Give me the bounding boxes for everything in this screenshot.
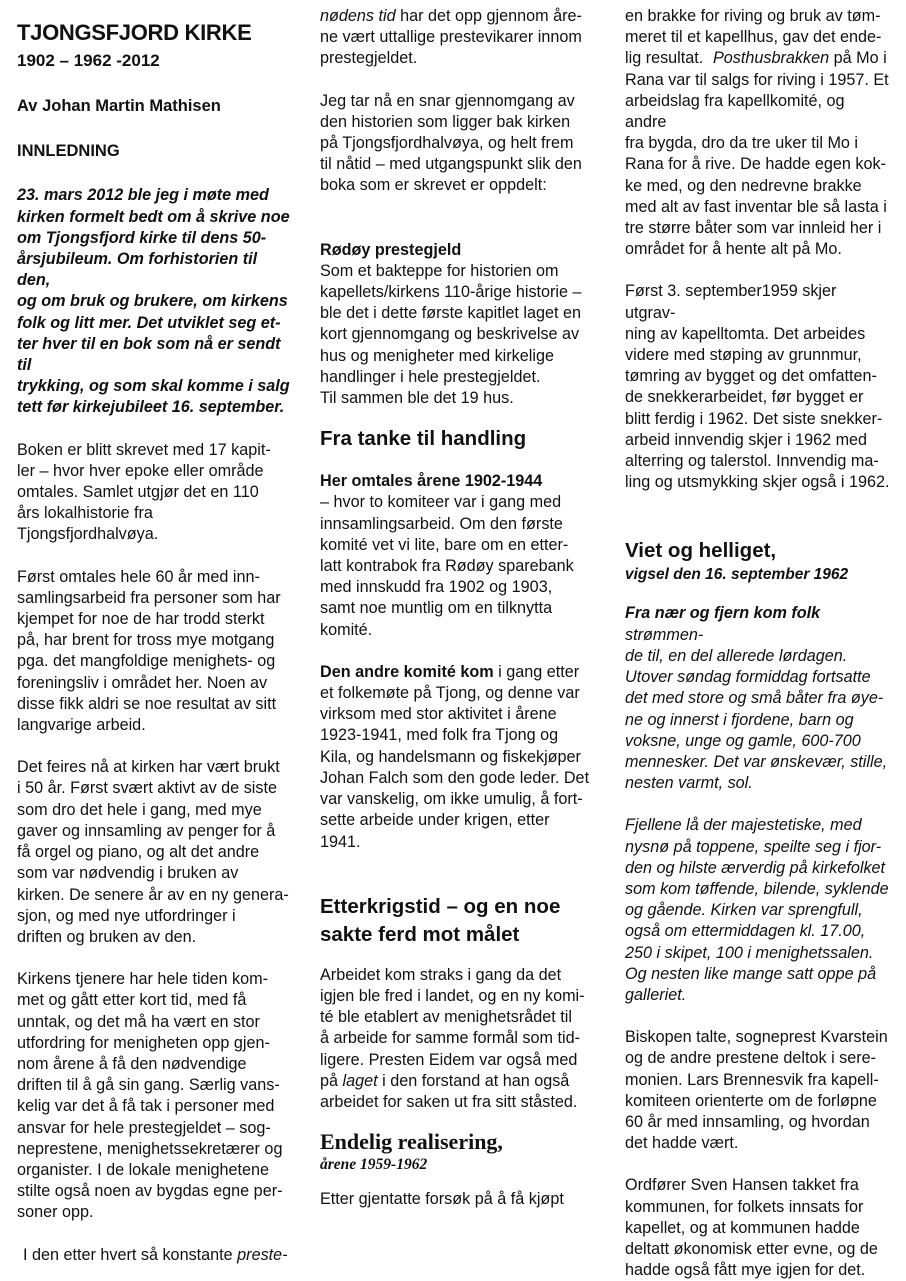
- text-line: folk og litt mer. Det utviklet seg et-: [17, 313, 281, 332]
- text-line: på, har brent for tross mye motgang: [17, 631, 275, 650]
- text-line: fra bygda, dro da tre uker til Mo i: [625, 134, 859, 153]
- text-line: på Tjongsfjordhalvøya, og helt frem: [320, 134, 574, 153]
- fra-naer-line: [625, 603, 890, 645]
- text-line: Jeg tar nå en snar gjennomgang av: [320, 91, 575, 110]
- text-line: mennesker. Det var ønskevær, stille,: [625, 752, 888, 771]
- paragraph-overview: [320, 91, 600, 197]
- text-line: sjon, og med nye utfordringer i: [17, 906, 236, 925]
- text-run-italic: laget: [342, 1071, 378, 1090]
- text-line: hadde også fått mye igjen for det.: [625, 1261, 866, 1280]
- text-line: Arbeidet kom straks i gang da det: [320, 965, 562, 984]
- text-line: Og nesten like mange satt oppe på: [625, 964, 877, 983]
- text-line: lig resultat.: [625, 49, 704, 68]
- text-line: sette arbeide under krigen, etter: [320, 811, 550, 830]
- text-line: Rana var til salgs for riving i 1957. Et: [625, 70, 889, 89]
- text-line: i 50 år. Først svært aktivt av de siste: [17, 779, 277, 798]
- paragraph-rodoy: [320, 261, 600, 409]
- text-line: om Tjongsfjord kirke til dens 50-: [17, 228, 267, 247]
- text-line: 1923-1941, med folk fra Tjong og: [320, 726, 559, 745]
- text-line: kirken. De senere år av en ny genera-: [17, 885, 289, 904]
- text-line: ning av kapelltomta. Det arbeides: [625, 324, 866, 343]
- text-line: ble det i dette første kapitlet laget en: [320, 304, 581, 323]
- section-heading-viet: Viet og helliget,: [625, 539, 777, 563]
- endelig-line: Etter gjentatte forsøk på å få kjøpt: [320, 1190, 564, 1209]
- text-line: foreningsliv i området her. Noen av: [17, 673, 268, 692]
- author-line: Av Johan Martin Mathisen: [17, 97, 221, 115]
- text-line: nesten varmt, sol.: [625, 774, 753, 793]
- text-line: Fjellene lå der majestetiske, med: [625, 816, 862, 835]
- text-line: det med store og små båter fra øye-: [625, 689, 884, 708]
- text-line: det hadde vært.: [625, 1134, 739, 1153]
- text-line: Utover søndag formiddag fortsatte: [625, 668, 871, 687]
- text-line: ligere. Presten Eidem var også med: [320, 1050, 578, 1069]
- paragraph-chapters: [17, 440, 292, 546]
- text-line: komiteen orienterte om de forløpne: [625, 1091, 877, 1110]
- text-line: kapellets/kirkens 110-årige historie –: [320, 283, 582, 302]
- text-line: Boken er blitt skrevet med 17 kapit-: [17, 440, 271, 459]
- text-line: 23. mars 2012 ble jeg i møte med: [17, 186, 269, 205]
- text-run-italic: preste-: [237, 1245, 288, 1264]
- text-line: ling og utsmykking skjer også i 1962.: [625, 473, 890, 492]
- paragraph-etterkrig: [320, 965, 600, 1071]
- text-line: Biskopen talte, sogneprest Kvarstein: [625, 1028, 888, 1047]
- text-line: pga. det mangfoldige menighets- og: [17, 652, 276, 671]
- text-run-bold-italic: Fra nær og fjern kom folk: [625, 604, 821, 623]
- text-line: Rana for å rive. De hadde egen kok-: [625, 155, 886, 174]
- text-line: Først omtales hele 60 år med inn-: [17, 567, 260, 586]
- text-line: meret til et kapellhus, gav det ende-: [625, 28, 882, 47]
- column-3: [625, 6, 890, 1281]
- text-run: har det opp gjennom åre-: [395, 7, 582, 25]
- text-line: og om bruk og brukere, om kirkens: [17, 292, 288, 311]
- text-line: videre med støping av grunnmur,: [625, 346, 862, 365]
- paragraph-andre-komite: [320, 683, 600, 853]
- text-line: års lokalhistorie fra: [17, 504, 153, 523]
- text-line: virksom med stor aktivitet i årene: [320, 705, 557, 724]
- section-heading-endelig: Endelig realisering,: [320, 1129, 503, 1155]
- text-line: nom årene å få den nødvendige: [17, 1054, 247, 1073]
- text-run: i gang etter: [493, 662, 580, 681]
- text-line: monien. Lars Brennesvik fra kapell-: [625, 1070, 879, 1089]
- paragraph-committees: [320, 492, 600, 640]
- text-line: nysnø på toppene, speilte seg i fjor-: [625, 837, 882, 856]
- paragraph-folk: [625, 646, 890, 794]
- andre-komite-line: [320, 662, 600, 683]
- document-title: TJONGSFJORD KIRKE: [17, 20, 252, 45]
- text-line: med innskudd fra 1902 og 1903,: [320, 578, 553, 597]
- text-line: disse fikk aldri se noe resultat av sitt: [17, 694, 277, 713]
- section-heading-tanke: Fra tanke til handling: [320, 427, 527, 451]
- text-line: og de andre prestene deltok i sere-: [625, 1049, 877, 1068]
- text-line: 1941.: [320, 832, 361, 851]
- text-line: langvarige arbeid.: [17, 716, 146, 735]
- text-line: kirken formelt bedt om å skrive noe: [17, 207, 290, 226]
- text-line: var vanskelig, om ikke umulig, å fort-: [320, 790, 583, 809]
- text-line: driften og bruken av den.: [17, 927, 197, 946]
- text-line: Tjongsfjordhalvøya.: [17, 525, 159, 544]
- text-line: neprestene, menighetssekretærer og: [17, 1139, 283, 1158]
- text-line: té ble etablert av menighetsrådet til: [320, 1008, 572, 1027]
- text-line: kort gjennomgang og beskrivelse av: [320, 325, 580, 344]
- text-line: tre større båter som var innleid her i: [625, 219, 882, 238]
- text-line: innsamlingsarbeid. Om den første: [320, 514, 563, 533]
- text-line: blitt ferdig i 1962. Det siste snekker-: [625, 409, 883, 428]
- text-line: Ordfører Sven Hansen takket fra: [625, 1176, 859, 1195]
- document-years: 1902 – 1962 -2012: [17, 51, 160, 70]
- heading-her-omtales: Her omtales årene 1902-1944: [320, 472, 543, 491]
- intro-heading: INNLEDNING: [17, 142, 120, 161]
- text-line: som dro det hele i gang, med mye: [17, 800, 262, 819]
- text-line: den og hilste ærverdig på kirkefolket: [625, 858, 886, 877]
- text-line: et folkemøte på Tjong, og denne var: [320, 684, 580, 703]
- etterkrig-last-line: arbeidet for saken ut fra sitt ståsted.: [320, 1092, 578, 1111]
- text-line: området for å hente alt på Mo.: [625, 240, 842, 259]
- text-line: igjen ble fred i landet, og en ny komi-: [320, 986, 585, 1005]
- text-line: ansvar for hele prestegjeldet – sog-: [17, 1118, 271, 1137]
- text-run: på Mo i: [829, 49, 887, 68]
- text-line: prestegjeldet.: [320, 49, 418, 68]
- text-line: med alt av fast inventar ble så lasta i: [625, 197, 887, 216]
- column-1: [17, 20, 292, 1266]
- paragraph-posthus: [625, 70, 890, 261]
- text-line: Johan Falch som den gode leder. Det: [320, 768, 590, 787]
- text-line: alterring og talerstol. Innvendig ma-: [625, 452, 879, 471]
- text-line: den historien som ligger bak kirken: [320, 112, 571, 131]
- text-line: ke med, og den nedrevne brakke: [625, 176, 862, 195]
- paragraph-ordforer: [625, 1175, 890, 1281]
- text-line: unntak, og det må ha vært en stor: [17, 1012, 260, 1031]
- text-line: voksne, unge og gamle, 600-700: [625, 731, 861, 750]
- text-line: – hvor to komiteer var i gang med: [320, 493, 562, 512]
- text-line: trykking, og som skal komme i salg: [17, 377, 290, 396]
- text-line: Det feires nå at kirken har vært brukt: [17, 758, 280, 777]
- etterkrig-laget-line: [320, 1071, 600, 1092]
- text-line: met og gått etter kort tid, med få: [17, 991, 247, 1010]
- text-run-italic: Posthusbrakken: [713, 49, 830, 68]
- text-line: soner opp.: [17, 1203, 94, 1222]
- subheading-viet: vigsel den 16. september 1962: [625, 566, 849, 584]
- text-line: også om ettermiddagen kl. 17.00,: [625, 922, 866, 941]
- text-line: kapellet, og at kommunen hadde: [625, 1218, 860, 1237]
- text-line: Som et bakteppe for historien om: [320, 261, 559, 280]
- text-line: kommunen, for folkets innsats for: [625, 1197, 864, 1216]
- text-line: samlingsarbeid fra personer som har: [17, 588, 281, 607]
- text-line: deltatt økonomisk etter evne, og de: [625, 1239, 878, 1258]
- text-line: ne og innerst i fjordene, barn og: [625, 710, 854, 729]
- text-run-italic: strømmen-: [625, 625, 704, 644]
- text-line: kjempet for noe de har trodd sterkt: [17, 610, 265, 629]
- paragraph-utgravning: [625, 281, 890, 493]
- text-line: komité.: [320, 620, 373, 639]
- paragraph-priest-start: [17, 1245, 292, 1266]
- text-line: kelig var det å få tak i personer med: [17, 1097, 275, 1116]
- text-line: samt noe muntlig om en tilknytta: [320, 599, 553, 618]
- text-line: få orgel og piano, og alt det andre: [17, 843, 260, 862]
- text-line: organister. I de lokale menighetene: [17, 1160, 269, 1179]
- paragraph-biskopen: [625, 1027, 890, 1154]
- text-line: ne vært uttallige prestevikarer innom: [320, 28, 582, 47]
- column-2: [320, 6, 600, 1210]
- text-line: til nåtid – med utgangspunkt slik den: [320, 155, 582, 174]
- text-run: på: [320, 1071, 343, 1090]
- text-line: utfordring for menigheten opp gjen-: [17, 1033, 270, 1052]
- text-line: som kom tøffende, bilende, syklende: [625, 879, 889, 898]
- text-line: ler – hvor hver epoke eller område: [17, 461, 264, 480]
- text-line: ter hver til en bok som nå er sendt til: [17, 334, 281, 375]
- text-line: latt kontrabok fra Rødøy sparebank: [320, 557, 574, 576]
- intro-paragraph: [17, 185, 292, 418]
- continued-paragraph: [320, 27, 600, 69]
- text-line: hus og menigheter med kirkelige: [320, 346, 554, 365]
- subheading-endelig: årene 1959-1962: [320, 1156, 428, 1174]
- text-line: arbeidslag fra kapellkomité, og andre: [625, 91, 845, 132]
- text-run-bold: Den andre komité kom: [320, 662, 494, 681]
- text-line: handlinger i hele prestegjeldet.: [320, 367, 541, 386]
- section-heading-etterkrig-2: sakte ferd mot målet: [320, 922, 520, 946]
- text-line: Til sammen ble det 19 hus.: [320, 389, 514, 408]
- text-line: komité vet vi lite, bare om en etter-: [320, 535, 569, 554]
- text-line: arbeid innvendig skjer i 1962 med: [625, 430, 868, 449]
- text-line: galleriet.: [625, 985, 687, 1004]
- text-line: årsjubileum. Om forhistorien til den,: [17, 250, 258, 290]
- text-line: driften til å gå sin gang. Særlig vans-: [17, 1076, 280, 1095]
- text-line: gaver og innsamling av penger for å: [17, 821, 276, 840]
- text-line: de snekkerarbeidet, før bygget er: [625, 388, 864, 407]
- text-run: I den etter hvert så konstante: [23, 1245, 238, 1264]
- paragraph-servants: [17, 969, 292, 1223]
- text-line: 60 år med innsamling, og hvordan: [625, 1112, 870, 1131]
- text-line: en brakke for riving og bruk av tøm-: [625, 7, 881, 25]
- paragraph-fundraising: [17, 567, 292, 737]
- text-run: i den forstand at han også: [377, 1071, 570, 1090]
- section-heading-etterkrig-1: Etterkrigstid – og en noe: [320, 894, 561, 918]
- text-line: de til, en del allerede lørdagen.: [625, 646, 848, 665]
- continued-line: [320, 6, 600, 27]
- paragraph-fjellene: [625, 815, 890, 1006]
- heading-rodoy: Rødøy prestegjeld: [320, 240, 462, 259]
- text-line: Kila, og handelsmann og fiskekjøper: [320, 747, 581, 766]
- text-line: Først 3. september1959 skjer utgrav-: [625, 282, 837, 322]
- text-line: boka som er skrevet er oppdelt:: [320, 176, 547, 195]
- text-line: å arbeide for samme formål som tid-: [320, 1029, 580, 1048]
- text-line: og gående. Kirken var sprengfull,: [625, 901, 863, 920]
- text-line: tømring av bygget og det omfatten-: [625, 367, 877, 386]
- text-line: tett før kirkejubileet 16. september.: [17, 398, 285, 417]
- text-run-italic: nødens tid: [320, 7, 396, 25]
- text-line: omtales. Samlet utgjør det en 110: [17, 483, 259, 502]
- paragraph-celebration: [17, 757, 292, 948]
- text-line: stilte også noen av bygdas egne per-: [17, 1182, 283, 1201]
- text-line: som var nødvendig i bruken av: [17, 864, 239, 883]
- text-line: Kirkens tjenere har hele tiden kom-: [17, 970, 269, 989]
- text-line: 250 i skipet, 100 i menighetssalen.: [625, 943, 874, 962]
